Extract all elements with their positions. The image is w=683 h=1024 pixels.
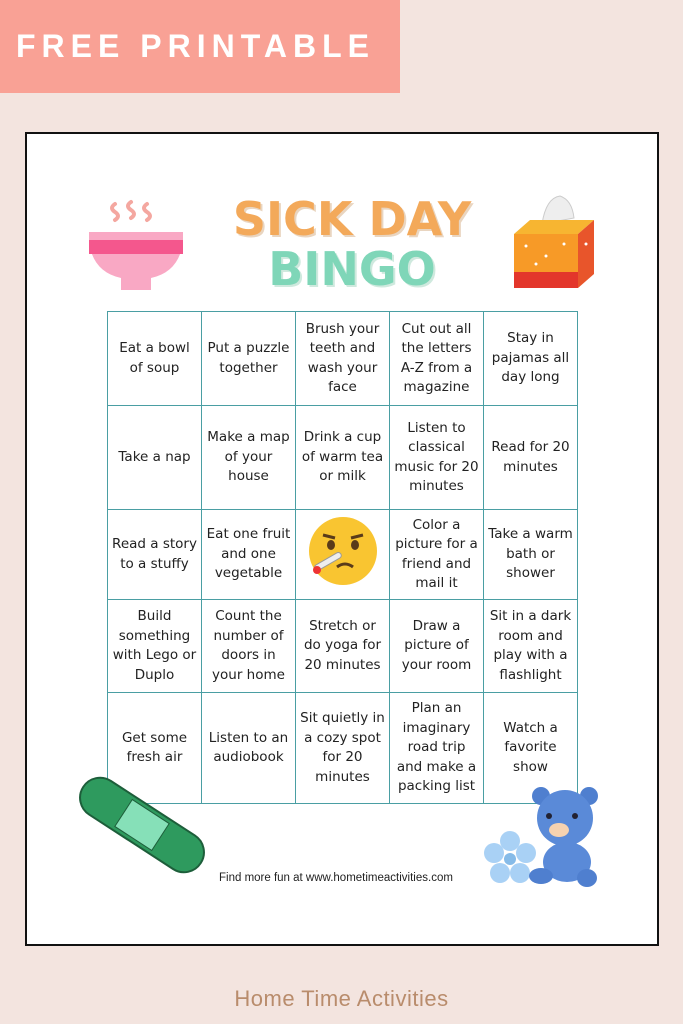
free-printable-banner [0, 0, 400, 93]
bingo-cell: Sit quietly in a cozy spot for 20 minutes [296, 693, 390, 804]
bingo-cell: Color a picture for a friend and mail it [390, 510, 484, 600]
bingo-cell: Draw a picture of your room [390, 600, 484, 693]
bingo-cell: Count the number of doors in your home [202, 600, 296, 693]
bingo-row [108, 312, 578, 406]
bingo-cell: Take a nap [108, 406, 202, 510]
bingo-cell: Make a map of your house [202, 406, 296, 510]
banner-label: FREE PRINTABLE [16, 28, 375, 64]
bingo-cell: Put a puzzle together [202, 312, 296, 406]
bingo-cell: Sit in a dark room and play with a flashlight [484, 600, 578, 693]
bingo-cell: Get some fresh air [108, 693, 202, 804]
brand-name: Home Time Activities [234, 986, 449, 1011]
bingo-cell: Take a warm bath or shower [484, 510, 578, 600]
bingo-cell: Drink a cup of warm tea or milk [296, 406, 390, 510]
bingo-cell: Listen to an audiobook [202, 693, 296, 804]
bingo-cell: Build something with Lego or Duplo [108, 600, 202, 693]
bingo-cell: Read for 20 minutes [484, 406, 578, 510]
page-title [217, 194, 487, 294]
tissue-box-icon [512, 194, 602, 294]
bingo-cell: Plan an imaginary road trip and make a packing list [390, 693, 484, 804]
bingo-grid [107, 311, 578, 804]
bingo-row [108, 600, 578, 693]
teddy-bear-icon [527, 784, 607, 889]
bandage-icon [72, 770, 212, 880]
soup-bowl-icon [87, 196, 187, 296]
bingo-row [108, 510, 578, 600]
bingo-cell: Listen to classical music for 20 minutes [390, 406, 484, 510]
bingo-cell: Stay in pajamas all day long [484, 312, 578, 406]
bingo-cell: Eat a bowl of soup [108, 312, 202, 406]
bingo-row [108, 406, 578, 510]
bingo-cell: Read a story to a stuffy [108, 510, 202, 600]
bingo-cell: Brush your teeth and wash your face [296, 312, 390, 406]
bingo-cell: Stretch or do yoga for 20 minutes [296, 600, 390, 693]
bingo-cell: Watch a favorite show [484, 693, 578, 804]
bingo-cell: Cut out all the letters A-Z from a magazine [390, 312, 484, 406]
title-line2: BINGO [268, 242, 436, 296]
website-footer: Find more fun at www.hometimeactivities.com [219, 872, 453, 884]
bingo-cell: Eat one fruit and one vegetable [202, 510, 296, 600]
bingo-card [25, 132, 659, 946]
free-space-sick-emoji-icon [296, 510, 390, 600]
title-line1: SICK DAY [232, 192, 472, 246]
